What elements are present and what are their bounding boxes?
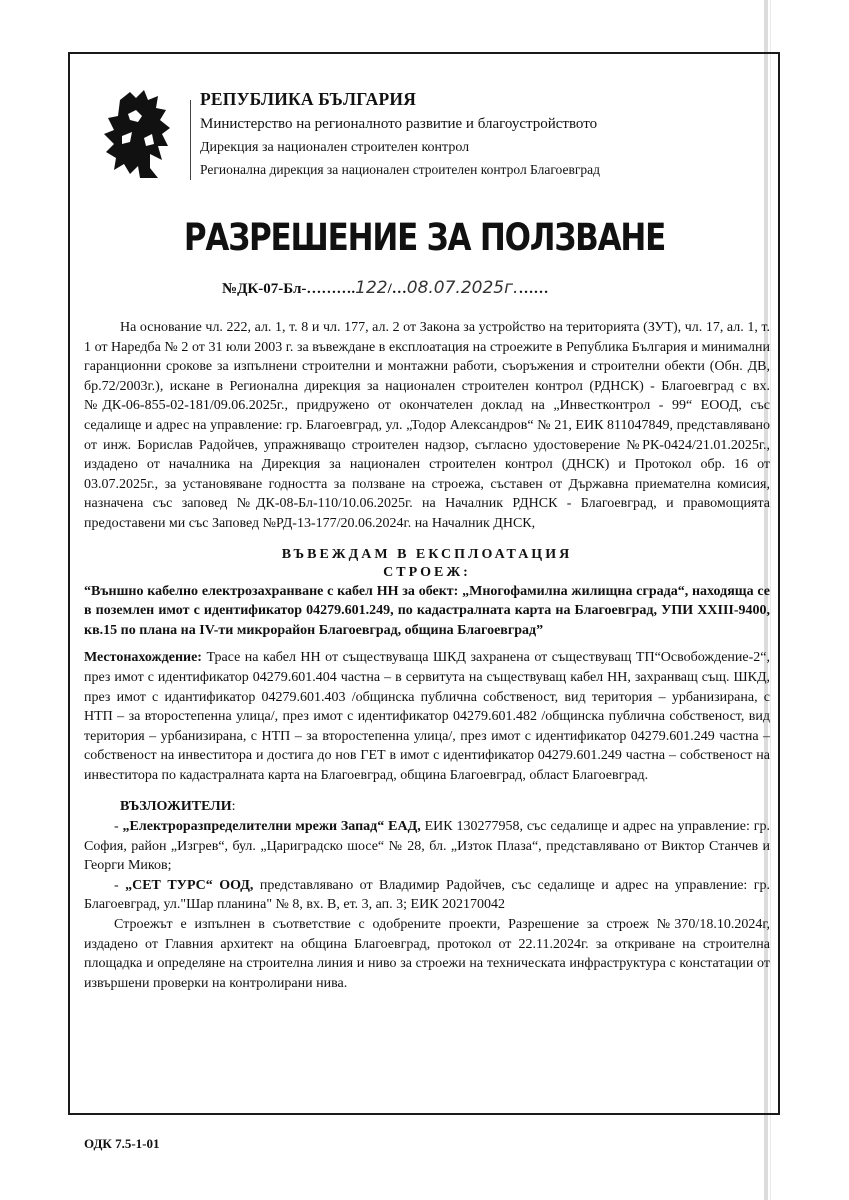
assignor-1-name: „Електроразпределителни мрежи Запад“ ЕАД, (122, 819, 421, 835)
ministry-name: Министерство на регионалното развитие и благоустройството (200, 116, 598, 132)
header-divider (190, 100, 191, 180)
construction-description: “Външно кабелно електрозахранване с кабел НН за обект: „Многофамилна жилищна сграда“, находяща се в поземлен имот с идентификатор 04279.601.249, по кадастралната карта на Благоевград, УПИ XXIII-9400, кв.15 по плана на IV-ти микрорайон Благоевград, община Благоевград” (84, 583, 770, 638)
assignor-2: - „СЕТ ТУРС“ ООД, представлявано от Владимир Радойчев, със седалище и адрес на управление: гр. Благоевград, ул."Шар планина" № 8, вх. В, ет. 3, ап. 3; ЕИК 202170042 (84, 877, 770, 913)
regional-directorate-name: Регионална дирекция за национален строителен контрол Благоевград (200, 162, 600, 177)
number-prefix: №ДК-07-Бл- (222, 281, 307, 297)
document-title: РАЗРЕШЕНИЕ ЗА ПОЛЗВАНЕ (183, 216, 666, 260)
handwritten-number: 122 (355, 278, 388, 298)
document-body (84, 318, 770, 993)
location-label: Местонахождение: (84, 650, 202, 666)
location-paragraph (84, 648, 770, 785)
assignor-1-details: ЕИК 130277958, със седалище и адрес на управление: гр. София, район „Изгрев“, бул. „Цариградско шосе“ № 28, бл. „Изток Плаза“, представлявано от Виктор Станчев и Георги Миков; (84, 819, 770, 874)
number-dots-end: …… (518, 281, 549, 297)
directorate-name: Дирекция за национален строителен контрол (200, 140, 470, 155)
assignor-2-name: „СЕТ ТУРС“ ООД, (125, 877, 254, 893)
location-text: Трасе на кабел НН от съществуваща ШКД захранена от съществуващ ТП“Освобождение-2“, през имот с идентификатор 04279.601.404 частна – в сервитута на съществуващ кабел НН, захранващ същ. ШКД, през имот с идантификатор 04279.601.403 /общинска публична собственост, вид територия – урбанизирана, с НТП – за второстепенна улица/, през имот с идентификатор 04279.601.482 /общинска публична собственост, вид територия – урбанизирана, с НТП – за второстепенна улица/, през имот с идентификатор 04279.601.249 частна – собственост на инвеститора и достига до нов ГЕТ в имот с идентификатор 04279.601.249 частна – собственост на инвеститора по кадастралната карта на Благоевград, община Благоевград, област Благоевград. (84, 650, 770, 783)
republic-name: РЕПУБЛИКА БЪЛГАРИЯ (200, 89, 417, 109)
lion-coat-of-arms-icon (100, 88, 178, 182)
construction-heading: СТРОЕЖ: (383, 564, 471, 580)
letterhead (100, 80, 740, 190)
number-separator: /… (387, 281, 407, 297)
assignor-1: - „Електроразпределителни мрежи Запад“ ЕАД, ЕИК 130277958, със седалище и адрес на управление: гр. София, район „Изгрев“, бул. „Цариградско шосе“ № 28, бл. „Изток Плаза“, представлявано от Виктор Станчев и Георги Миков; (84, 819, 770, 874)
document-number (222, 278, 548, 298)
assignor-2-details: представлявано от Владимир Радойчев, със седалище и адрес на управление: гр. Благоевград, ул."Шар планина" № 8, вх. В, ет. 3, ап. 3; ЕИК 202170042 (84, 877, 770, 913)
decision-heading: ВЪВЕЖДАМ В ЕКСПЛОАТАЦИЯ (281, 546, 573, 562)
intro-paragraph: На основание чл. 222, ал. 1, т. 8 и чл. 177, ал. 2 от Закона за устройство на територията (ЗУТ), чл. 17, ал. 1, т. 1 от Наредба № 2 от 31 юли 2003 г. за въвеждане в експлоатация на строежите в Република България и минимални гаранционни срокове за изпълнени строителни и монтажни работи, съоръжения и строителни обекти (Обн. ДВ, бр.72/2003г.), искане в Регионална дирекция за национален строителен контрол (РДНСК) - Благоевград с вх. №ДК-06-855-02-181/09.06.2025г., придружено от окончателен доклад на „Инвестконтрол - 99“ ЕООД, със седалище и адрес на управление: гр. Благоевград, ул. „Тодор Александров“ № 21, ЕИК 811047849, представлявано от инж. Борислав Радойчев, упражняващо строителен надзор, съгласно удостоверение №РК-0424/21.01.2025г., издадено от началника на Дирекция за национален строителен контрол (ДНСК) и Протокол обр. 16 от 03.07.2025г., за установяване годността за ползване на строежа, съставен от Държавна приемателна комисия, назначена със заповед №ДК-08-Бл-110/10.06.2025г. на Началник РДНСК - Благоевград, и правомощията предоставени ми със Заповед №РД-13-177/20.06.2024г. на Началник ДНСК, (84, 320, 770, 531)
assignors-label: ВЪЗЛОЖИТЕЛИ (120, 799, 232, 815)
number-dots: ………. (306, 281, 356, 297)
assignors-heading: ВЪЗЛОЖИТЕЛИ: (120, 799, 236, 815)
handwritten-date: 08.07.2025г. (406, 278, 519, 298)
letterhead-text (200, 86, 600, 181)
form-code: ОДК 7.5-1-01 (84, 1136, 160, 1151)
conclusion-paragraph: Строежът е изпълнен в съответствие с одобрените проекти, Разрешение за строеж №370/18.10.2024г, издадено от Главния архитект на община Благоевград, протокол от 22.11.2024г. за откриване на строителна площадка и определяне на строителна линия и ниво за строежи на техническата инфраструктура с констатации от извършени проверки на контролирани нива. (84, 917, 770, 991)
